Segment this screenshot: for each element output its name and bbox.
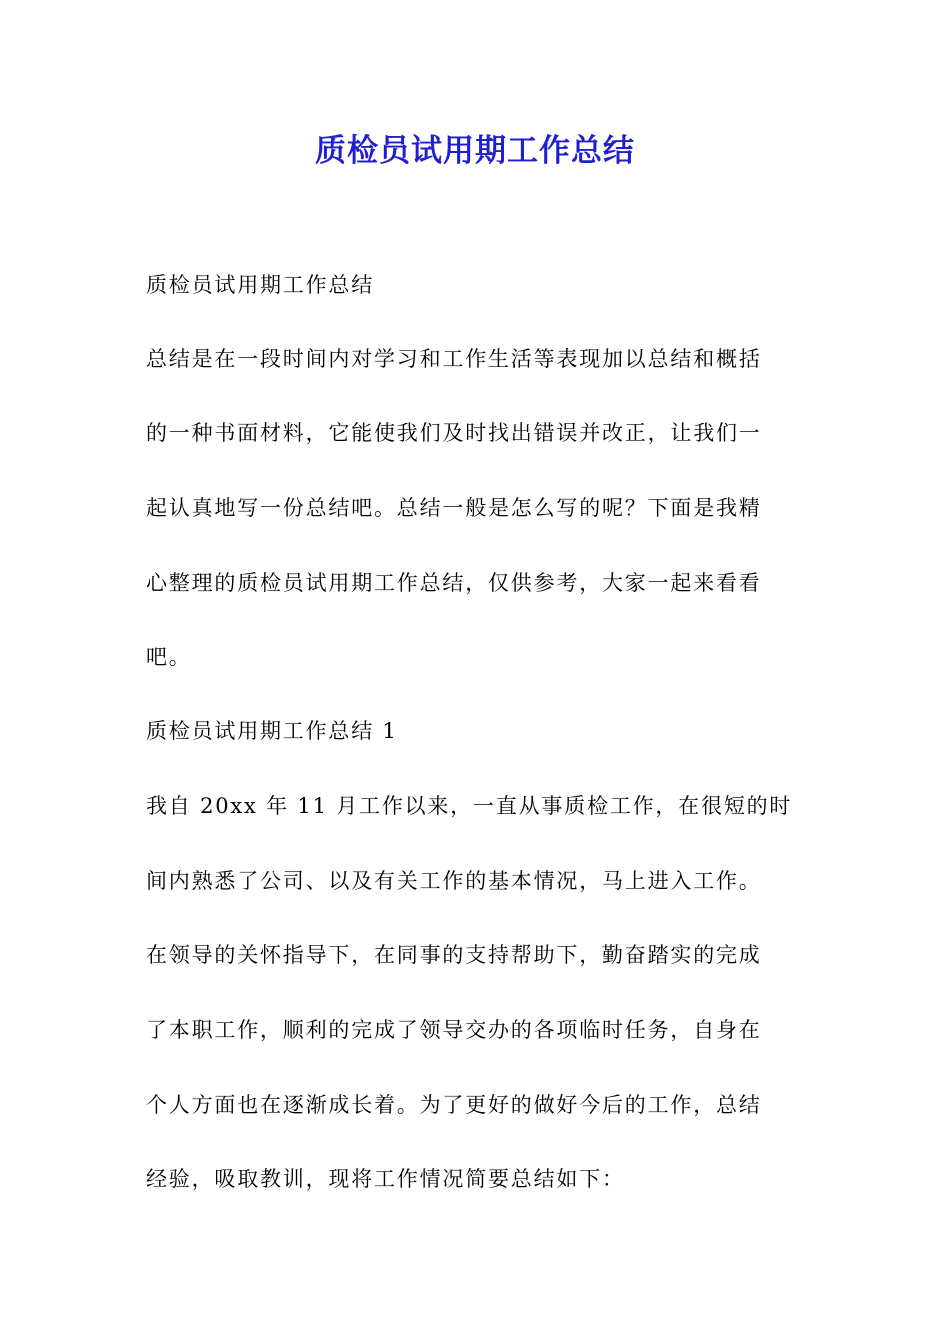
paragraph-line: 个人方面也在逐渐成长着。为了更好的做好今后的工作，总结 [146,1093,762,1117]
paragraph-line: 间内熟悉了公司、以及有关工作的基本情况，马上进入工作。 [146,869,762,893]
paragraph-line: 总结是在一段时间内对学习和工作生活等表现加以总结和概括 [146,347,762,371]
paragraph-line: 我自 20xx 年 11 月工作以来，一直从事质检工作，在很短的时 [146,794,793,818]
paragraph-line: 的一种书面材料，它能使我们及时找出错误并改正，让我们一 [146,421,762,445]
section-heading: 质检员试用期工作总结 1 [146,719,398,743]
paragraph-line: 在领导的关怀指导下，在同事的支持帮助下，勤奋踏实的完成 [146,943,762,967]
paragraph-line: 吧。 [146,645,192,669]
document-title: 质检员试用期工作总结 [315,133,635,169]
paragraph-line: 了本职工作，顺利的完成了领导交办的各项临时任务，自身在 [146,1018,762,1042]
subtitle-line: 质检员试用期工作总结 [146,273,374,297]
paragraph-line: 经验，吸取教训，现将工作情况简要总结如下： [146,1167,625,1191]
paragraph-line: 起认真地写一份总结吧。总结一般是怎么写的呢？下面是我精 [146,496,762,520]
paragraph-line: 心整理的质检员试用期工作总结，仅供参考，大家一起来看看 [146,571,762,595]
